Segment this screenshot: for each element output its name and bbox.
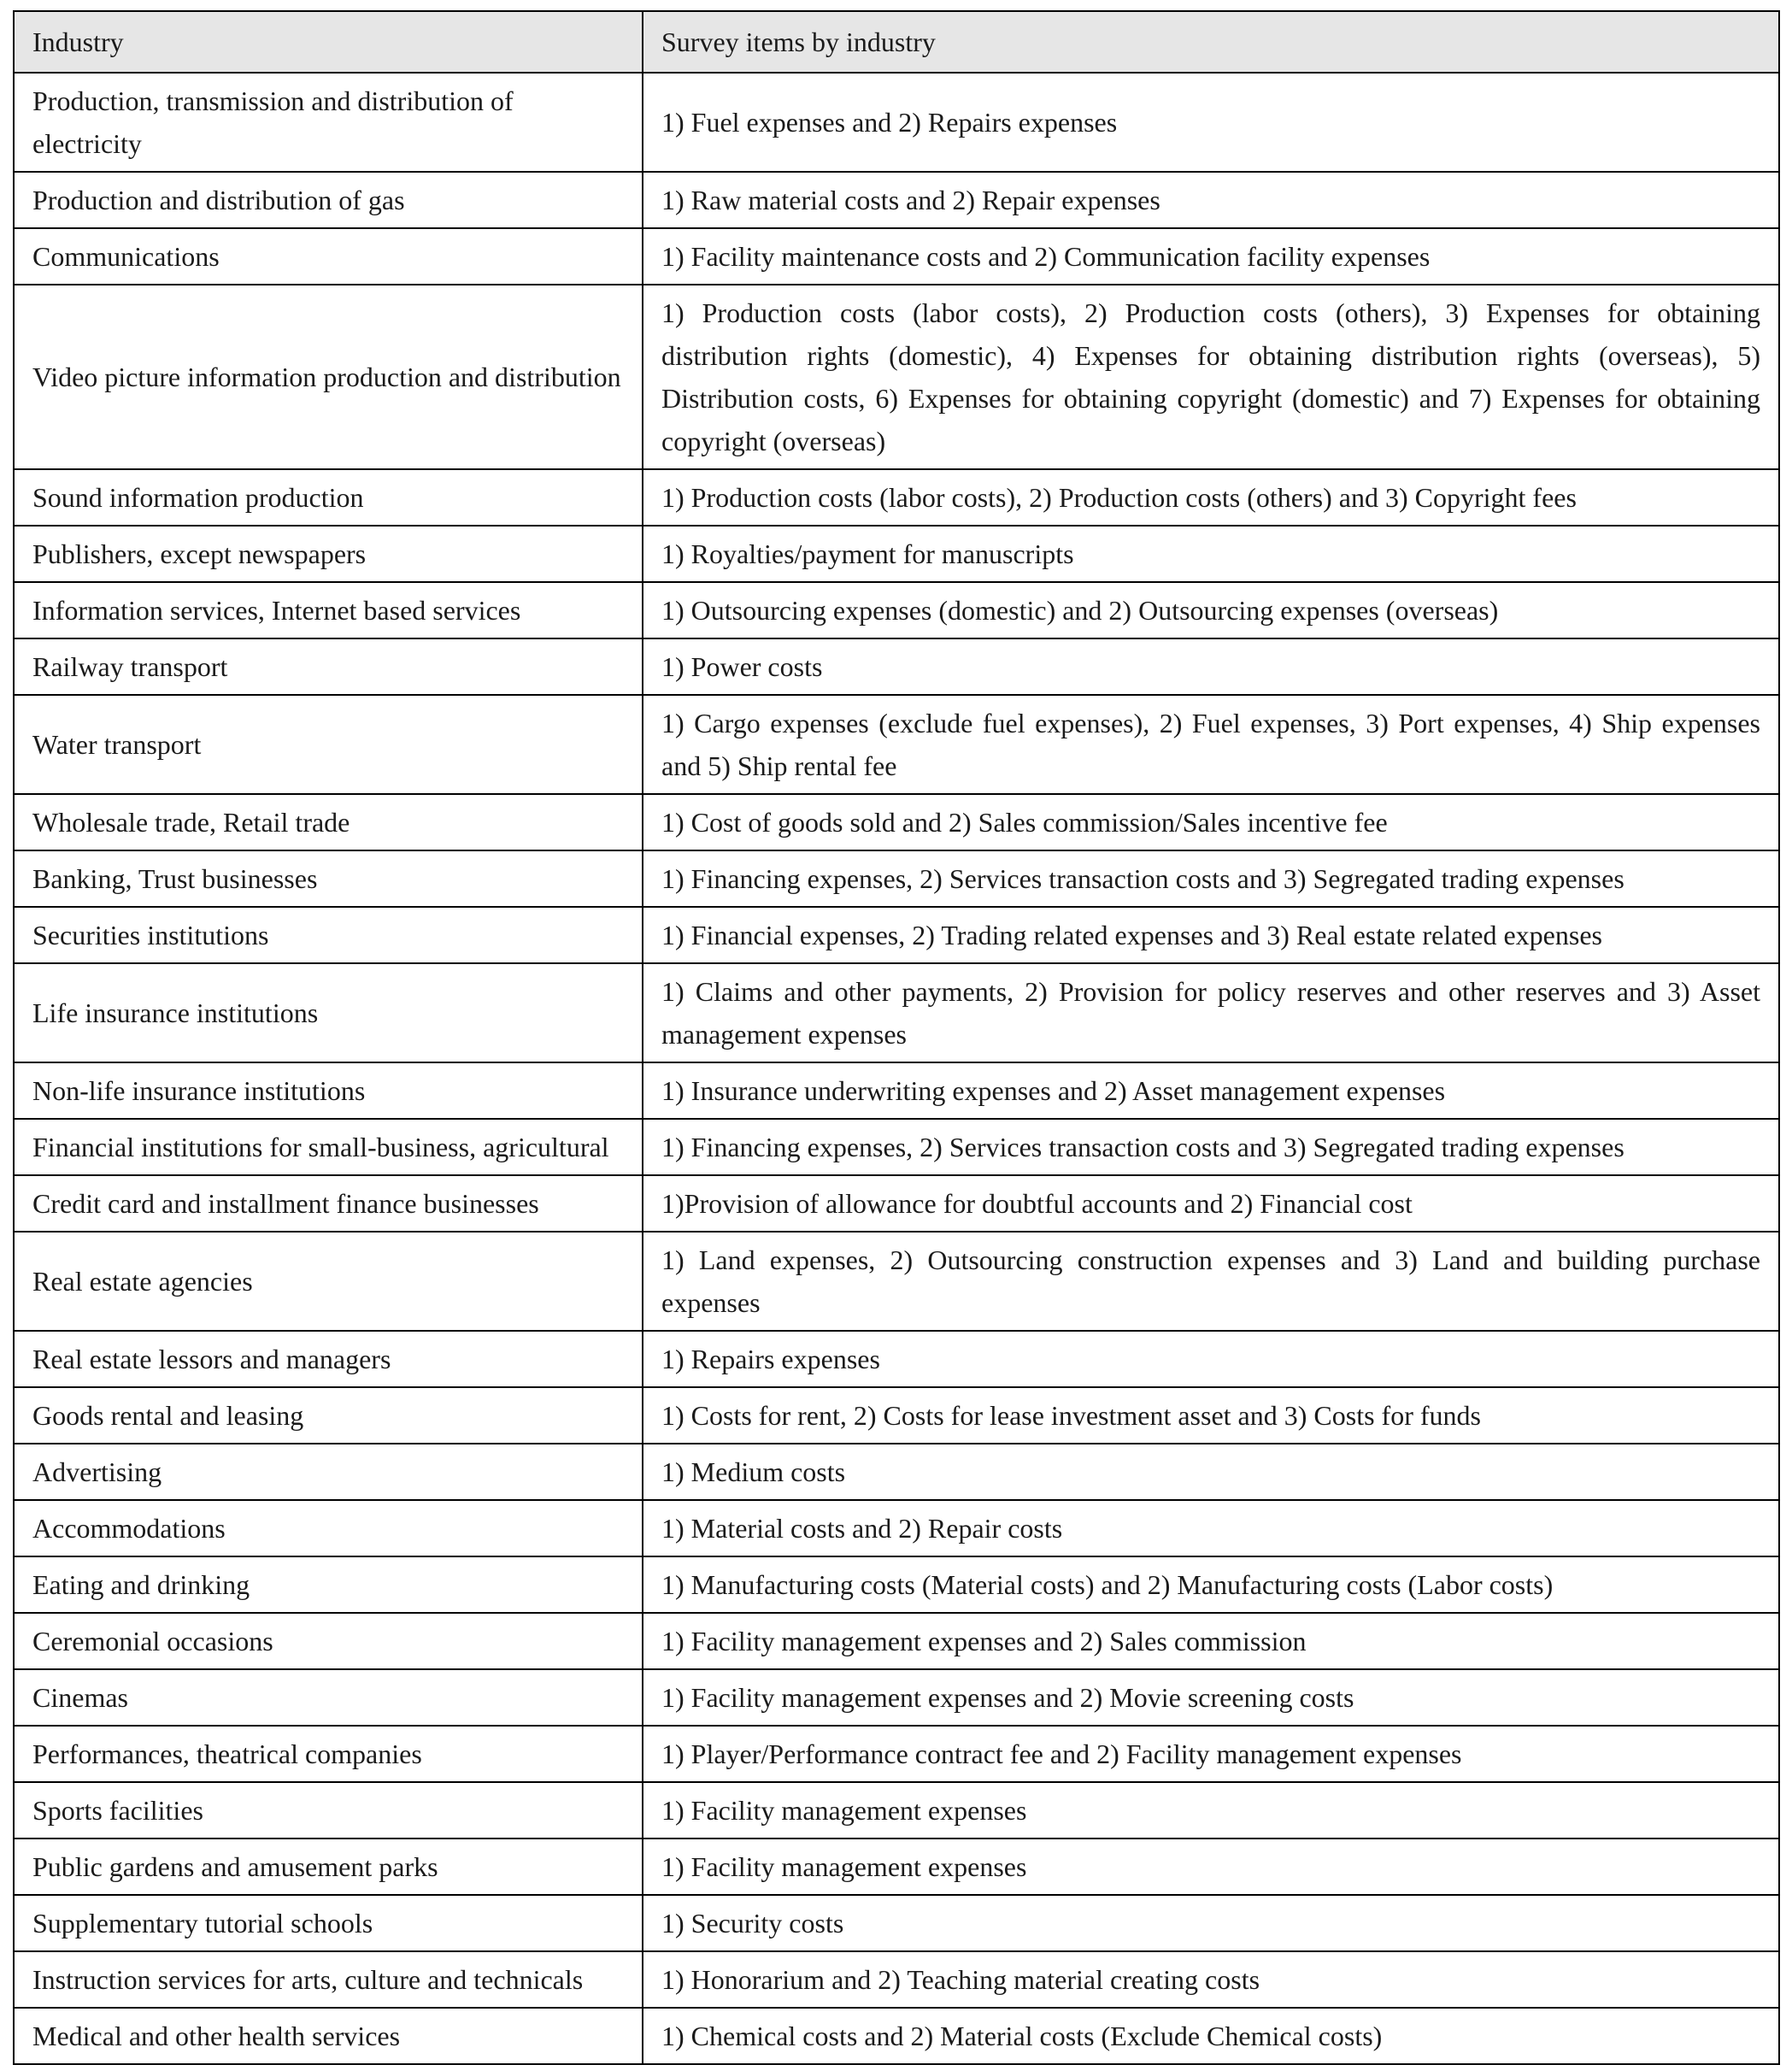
industry-cell: Eating and drinking xyxy=(14,1556,643,1613)
survey-items-cell: 1) Medium costs xyxy=(643,1444,1779,1500)
survey-items-cell: 1) Royalties/payment for manuscripts xyxy=(643,526,1779,582)
table-row xyxy=(14,1669,1779,1726)
survey-items-cell: 1) Facility maintenance costs and 2) Communication facility expenses xyxy=(643,228,1779,285)
table-row xyxy=(14,1119,1779,1175)
survey-items-cell: 1) Facility management expenses xyxy=(643,1782,1779,1838)
survey-items-cell: 1) Outsourcing expenses (domestic) and 2) Outsourcing expenses (overseas) xyxy=(643,582,1779,638)
industry-cell: Communications xyxy=(14,228,643,285)
table-body xyxy=(14,73,1779,2064)
table-row xyxy=(14,638,1779,695)
industry-cell: Securities institutions xyxy=(14,907,643,963)
survey-items-cell: 1) Land expenses, 2) Outsourcing construction expenses and 3) Land and building purchase expenses xyxy=(643,1232,1779,1331)
table-row xyxy=(14,1232,1779,1331)
survey-items-cell: 1)Provision of allowance for doubtful accounts and 2) Financial cost xyxy=(643,1175,1779,1232)
table-row xyxy=(14,1387,1779,1444)
table-row xyxy=(14,695,1779,794)
header-row xyxy=(14,11,1779,73)
table-row xyxy=(14,1556,1779,1613)
table-row xyxy=(14,1895,1779,1951)
industry-cell: Video picture information production and distribution xyxy=(14,285,643,469)
table-row xyxy=(14,1062,1779,1119)
industry-cell: Performances, theatrical companies xyxy=(14,1726,643,1782)
table-row xyxy=(14,1726,1779,1782)
industry-cell: Production, transmission and distribution of electricity xyxy=(14,73,643,172)
survey-items-table xyxy=(13,10,1780,2065)
industry-cell: Ceremonial occasions xyxy=(14,1613,643,1669)
survey-items-cell: 1) Material costs and 2) Repair costs xyxy=(643,1500,1779,1556)
industry-cell: Goods rental and leasing xyxy=(14,1387,643,1444)
table-row xyxy=(14,1500,1779,1556)
industry-cell: Sports facilities xyxy=(14,1782,643,1838)
survey-items-cell: 1) Fuel expenses and 2) Repairs expenses xyxy=(643,73,1779,172)
survey-items-cell: 1) Facility management expenses xyxy=(643,1838,1779,1895)
industry-cell: Cinemas xyxy=(14,1669,643,1726)
industry-cell: Advertising xyxy=(14,1444,643,1500)
survey-items-cell: 1) Financing expenses, 2) Services transaction costs and 3) Segregated trading expenses xyxy=(643,1119,1779,1175)
industry-cell: Wholesale trade, Retail trade xyxy=(14,794,643,850)
survey-items-cell: 1) Cargo expenses (exclude fuel expenses), 2) Fuel expenses, 3) Port expenses, 4) Ship expenses and 5) Ship rental fee xyxy=(643,695,1779,794)
survey-items-cell: 1) Power costs xyxy=(643,638,1779,695)
survey-items-cell: 1) Facility management expenses and 2) Movie screening costs xyxy=(643,1669,1779,1726)
table-row xyxy=(14,228,1779,285)
table-row xyxy=(14,794,1779,850)
industry-cell: Banking, Trust businesses xyxy=(14,850,643,907)
industry-cell: Real estate agencies xyxy=(14,1232,643,1331)
industry-cell: Non-life insurance institutions xyxy=(14,1062,643,1119)
table-row xyxy=(14,1444,1779,1500)
industry-cell: Life insurance institutions xyxy=(14,963,643,1062)
table-row xyxy=(14,172,1779,228)
industry-cell: Information services, Internet based services xyxy=(14,582,643,638)
survey-items-cell: 1) Costs for rent, 2) Costs for lease investment asset and 3) Costs for funds xyxy=(643,1387,1779,1444)
survey-items-cell: 1) Financing expenses, 2) Services transaction costs and 3) Segregated trading expenses xyxy=(643,850,1779,907)
industry-cell: Real estate lessors and managers xyxy=(14,1331,643,1387)
industry-cell: Accommodations xyxy=(14,1500,643,1556)
table-row xyxy=(14,73,1779,172)
industry-cell: Supplementary tutorial schools xyxy=(14,1895,643,1951)
industry-cell: Production and distribution of gas xyxy=(14,172,643,228)
industry-cell: Water transport xyxy=(14,695,643,794)
industry-cell: Financial institutions for small-business, agricultural xyxy=(14,1119,643,1175)
survey-items-cell: 1) Production costs (labor costs), 2) Production costs (others) and 3) Copyright fees xyxy=(643,469,1779,526)
table-row xyxy=(14,285,1779,469)
industry-cell: Railway transport xyxy=(14,638,643,695)
survey-items-cell: 1) Chemical costs and 2) Material costs (Exclude Chemical costs) xyxy=(643,2008,1779,2064)
survey-items-cell: 1) Repairs expenses xyxy=(643,1331,1779,1387)
industry-cell: Instruction services for arts, culture and technicals xyxy=(14,1951,643,2008)
table-header xyxy=(14,11,1779,73)
survey-items-cell: 1) Production costs (labor costs), 2) Production costs (others), 3) Expenses for obtaining distribution rights (domestic), 4) Expenses for obtaining distribution rights (overseas), 5) Distribution costs, 6) Expenses for obtaining copyright (domestic) and 7) Expenses for obtaining copyright (overseas) xyxy=(643,285,1779,469)
table-row xyxy=(14,1613,1779,1669)
table-row xyxy=(14,1838,1779,1895)
industry-cell: Medical and other health services xyxy=(14,2008,643,2064)
header-industry: Industry xyxy=(14,11,643,73)
survey-items-cell: 1) Raw material costs and 2) Repair expenses xyxy=(643,172,1779,228)
table-row xyxy=(14,582,1779,638)
survey-items-cell: 1) Security costs xyxy=(643,1895,1779,1951)
table-row xyxy=(14,907,1779,963)
header-survey-items: Survey items by industry xyxy=(643,11,1779,73)
survey-items-cell: 1) Financial expenses, 2) Trading related expenses and 3) Real estate related expenses xyxy=(643,907,1779,963)
industry-cell: Sound information production xyxy=(14,469,643,526)
industry-cell: Credit card and installment finance businesses xyxy=(14,1175,643,1232)
survey-items-cell: 1) Manufacturing costs (Material costs) and 2) Manufacturing costs (Labor costs) xyxy=(643,1556,1779,1613)
table-row xyxy=(14,963,1779,1062)
table-row xyxy=(14,1951,1779,2008)
survey-items-cell: 1) Player/Performance contract fee and 2) Facility management expenses xyxy=(643,1726,1779,1782)
table-row xyxy=(14,2008,1779,2064)
survey-items-cell: 1) Cost of goods sold and 2) Sales commission/Sales incentive fee xyxy=(643,794,1779,850)
survey-items-cell: 1) Facility management expenses and 2) Sales commission xyxy=(643,1613,1779,1669)
survey-items-cell: 1) Claims and other payments, 2) Provision for policy reserves and other reserves and 3) Asset management expenses xyxy=(643,963,1779,1062)
table-row xyxy=(14,1175,1779,1232)
table-row xyxy=(14,469,1779,526)
table-row xyxy=(14,1782,1779,1838)
industry-cell: Public gardens and amusement parks xyxy=(14,1838,643,1895)
table-row xyxy=(14,1331,1779,1387)
survey-items-cell: 1) Insurance underwriting expenses and 2) Asset management expenses xyxy=(643,1062,1779,1119)
survey-items-cell: 1) Honorarium and 2) Teaching material creating costs xyxy=(643,1951,1779,2008)
table-row xyxy=(14,850,1779,907)
table-row xyxy=(14,526,1779,582)
industry-cell: Publishers, except newspapers xyxy=(14,526,643,582)
